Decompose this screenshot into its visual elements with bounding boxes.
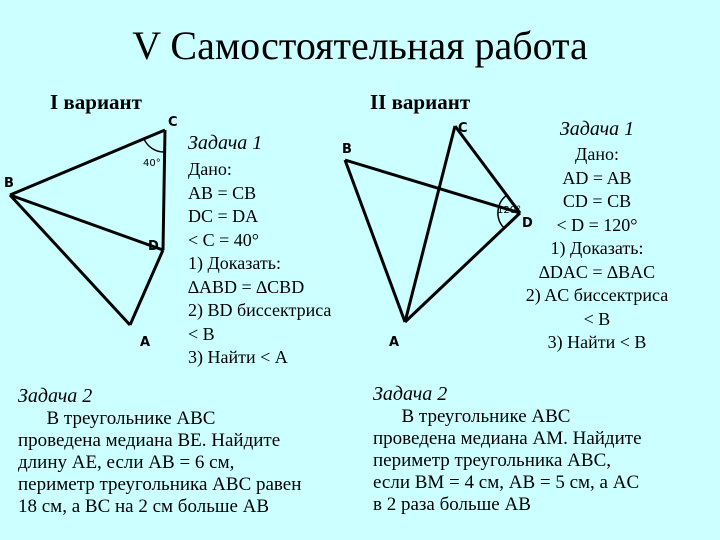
task-line: в 2 раза больше AB (373, 494, 531, 515)
variant-1-label: I вариант (50, 90, 142, 114)
segment-cd-2 (455, 126, 520, 213)
vertex-a-label-2: A (389, 335, 400, 350)
task-line: Дано: (188, 159, 232, 179)
angle-label-40: 40° (143, 158, 161, 169)
segment-ca-2 (405, 126, 455, 322)
task-line: < B (188, 323, 215, 344)
page-title: V Самостоятельная работа (132, 23, 588, 68)
variant-2-task-1-heading: Задача 1 (559, 118, 635, 140)
task-line: периметр треугольника ABC равен (18, 474, 302, 495)
task-line: ∆DAC = ∆BAC (538, 261, 656, 282)
variant-1-task-2-body (18, 408, 301, 518)
task-line: 1) Доказать: (550, 238, 644, 258)
variant-1-task-1-body (188, 158, 331, 370)
segment-da-2 (405, 213, 520, 322)
variant-1-task-2-heading: Задача 2 (18, 385, 93, 407)
task-line: 2) AC биссектриса (525, 285, 669, 305)
task-line: длину AE, если AB = 6 см, (18, 452, 235, 473)
vertex-b-label-2: B (342, 142, 352, 157)
segment-da-1 (130, 250, 163, 325)
vertex-d-label-2: D (522, 216, 533, 231)
segment-cb-1 (10, 130, 165, 195)
variant-2-task-1-body (517, 143, 677, 355)
variant-1-figure (4, 115, 178, 350)
task-line: Дано: (575, 144, 619, 164)
segment-bd-2 (345, 160, 520, 213)
variant-2-task-2-heading: Задача 2 (373, 383, 448, 405)
task-line: 2) BD биссектриса (188, 300, 332, 320)
task-line: AD = AB (562, 167, 632, 188)
vertex-c-label-1: C (168, 115, 178, 130)
task-line: DC = DA (188, 206, 259, 226)
vertex-b-label-1: B (4, 176, 14, 191)
segment-cd-1 (163, 130, 165, 250)
task-line: 18 см, а BC на 2 см больше AB (18, 496, 270, 517)
variant-1-task-1-heading: Задача 1 (188, 132, 263, 154)
task-line: < B (583, 308, 611, 329)
variant-2-task-2-body (373, 406, 642, 516)
variant-2-figure (342, 121, 533, 350)
task-line: 3) Найти < A (188, 347, 288, 367)
vertex-d-label-1: D (148, 239, 159, 254)
vertex-c-label-2: C (458, 121, 468, 136)
task-line: < D = 120° (556, 214, 638, 235)
task-line: < C = 40° (188, 229, 260, 250)
task-line: проведена медиана AM. Найдите (373, 428, 642, 449)
task-line: 3) Найти < B (547, 332, 647, 352)
angle-arc-c (144, 139, 165, 152)
task-line: В треугольнике ABC (18, 408, 216, 429)
task-line: проведена медиана BE. Найдите (18, 430, 281, 451)
task-line: периметр треугольника ABC, (373, 450, 612, 471)
segment-bd-1 (10, 195, 163, 250)
variant-2-label: II вариант (370, 90, 471, 114)
task-line: если BM = 4 см, AB = 5 см, а AC (373, 472, 640, 493)
angle-label-120: 120° (497, 205, 522, 216)
segment-ba-2 (345, 160, 405, 322)
task-line: AB = CB (188, 182, 257, 203)
vertex-a-label-1: A (140, 335, 151, 350)
task-line: CD = CB (562, 191, 632, 211)
task-line: В треугольнике ABC (373, 406, 571, 427)
segment-ba-1 (10, 195, 130, 325)
task-line: ∆ABD = ∆CBD (188, 276, 305, 297)
task-line: 1) Доказать: (188, 253, 281, 273)
